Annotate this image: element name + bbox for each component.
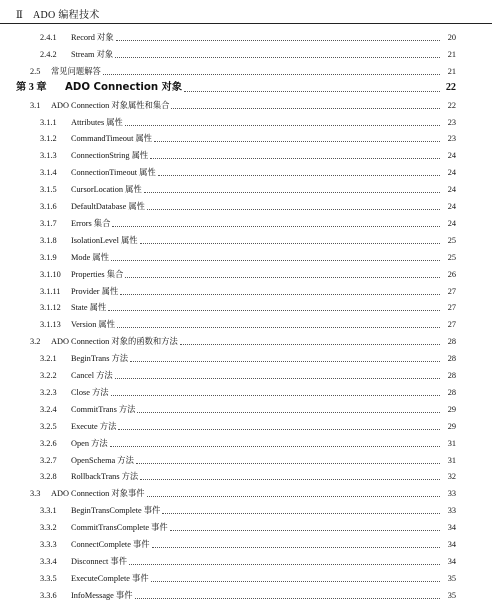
entry-number: 3.1.2: [40, 134, 57, 144]
entry-number: 3.3.1: [40, 506, 57, 516]
entry-title: Cancel 方法: [71, 371, 113, 380]
page-ref: 35: [447, 573, 456, 583]
entry-title: IsolationLevel 属性: [71, 235, 138, 245]
entry-title: 常见问题解答: [51, 66, 101, 76]
entry-number: 3.1.7: [40, 218, 57, 228]
page-ref: 31: [447, 438, 456, 448]
entry-number: 3.1.5: [40, 185, 57, 195]
entry-title: CursorLocation 属性: [71, 185, 142, 195]
entry-title: ExecuteComplete 事件: [71, 573, 149, 583]
subsection-entry: [0, 555, 492, 569]
page-ref: 22: [447, 100, 456, 110]
page-ref: 21: [447, 49, 456, 59]
running-header: [0, 0, 492, 22]
subsection-entry: [0, 386, 492, 400]
subsection-entry: [0, 285, 492, 299]
subsection-entry: [0, 31, 492, 45]
dot-leader: [150, 158, 440, 159]
page-ref: 34: [447, 556, 456, 566]
dot-leader: [112, 226, 440, 227]
subsection-entry: [0, 454, 492, 468]
subsection-entry: [0, 132, 492, 146]
entry-number: 2.4.2: [40, 49, 57, 59]
subsection-entry: [0, 268, 492, 282]
dot-leader: [125, 277, 440, 278]
entry-title: ADO Connection 对象属性和集合: [51, 100, 170, 110]
page-ref: 24: [447, 168, 456, 178]
entry-title: CommitTransComplete 事件: [71, 523, 168, 533]
entry-number: 3.3.6: [40, 590, 57, 600]
dot-leader: [115, 57, 440, 58]
subsection-entry: [0, 116, 492, 130]
entry-title: Mode 属性: [71, 252, 110, 262]
entry-number: 3.1.10: [40, 269, 61, 279]
page-ref: 22: [445, 81, 456, 93]
page-ref: 34: [447, 523, 456, 533]
subsection-entry: [0, 521, 492, 535]
subsection-entry: [0, 217, 492, 231]
entry-number: 3.1.1: [40, 117, 57, 127]
subsection-entry: [0, 352, 492, 366]
entry-number: 3.1.6: [40, 202, 57, 211]
entry-number: 3.1.11: [40, 286, 61, 296]
dot-leader: [115, 378, 440, 379]
page-ref: 28: [447, 371, 456, 380]
entry-title: Errors 集合: [71, 218, 111, 228]
entry-number: 3.2: [30, 337, 41, 347]
book-title: ADO 编程技术: [33, 10, 100, 21]
subsection-entry: [0, 403, 492, 417]
entry-title: ADO Connection 对象事件: [51, 489, 145, 499]
subsection-entry: [0, 470, 492, 484]
dot-leader: [147, 496, 440, 497]
dot-leader: [162, 513, 440, 514]
page-ref: 29: [447, 421, 456, 431]
entry-title: Record 对象: [71, 33, 114, 42]
subsection-entry: [0, 572, 492, 586]
section-entry: [0, 65, 492, 79]
dot-leader: [170, 530, 440, 531]
dot-leader: [103, 74, 440, 75]
entry-title: Open 方法: [71, 438, 108, 448]
entry-title: Version 属性: [71, 320, 116, 330]
page-ref: 26: [447, 269, 456, 279]
entry-title: OpenSchema 方法: [71, 455, 134, 465]
section-entry: [0, 335, 492, 349]
page-ref: 20: [447, 33, 456, 42]
entry-number: 3.1.4: [40, 168, 57, 178]
entry-number: 3.1.8: [40, 235, 57, 245]
subsection-entry: [0, 200, 492, 214]
entry-title: DefaultDatabase 属性: [71, 202, 145, 211]
entry-title: ConnectionString 属性: [71, 151, 149, 161]
section-entry: [0, 99, 492, 113]
entry-number: 3.1.13: [40, 320, 61, 330]
entry-title: CommandTimeout 属性: [71, 134, 153, 144]
page-ref: 27: [447, 320, 456, 330]
dot-leader: [144, 192, 440, 193]
entry-number: 3.1.3: [40, 151, 57, 161]
subsection-entry: [0, 504, 492, 518]
page-ref: 31: [447, 455, 456, 465]
subsection-entry: [0, 251, 492, 265]
page-ref: 23: [447, 134, 456, 144]
subsection-entry: [0, 149, 492, 163]
page-ref: 33: [447, 506, 456, 516]
dot-leader: [108, 310, 440, 311]
page-ref: 28: [447, 387, 456, 397]
entry-title: State 属性: [71, 303, 107, 313]
entry-number: 第 3 章: [16, 81, 47, 93]
page-ref: 25: [447, 235, 456, 245]
subsection-entry: [0, 589, 492, 603]
section-entry: [0, 487, 492, 501]
page-ref: 24: [447, 218, 456, 228]
page-ref: 24: [447, 202, 456, 211]
subsection-entry: [0, 538, 492, 552]
dot-leader: [118, 429, 440, 430]
entry-number: 3.1: [30, 100, 41, 110]
page-number: Ⅱ: [16, 10, 23, 21]
page-ref: 34: [447, 540, 456, 549]
entry-number: 3.2.6: [40, 438, 57, 448]
entry-number: 3.2.2: [40, 371, 57, 380]
dot-leader: [136, 463, 440, 464]
entry-number: 3.1.9: [40, 252, 57, 262]
entry-number: 3.2.1: [40, 354, 57, 364]
page-ref: 27: [447, 303, 456, 313]
dot-leader: [120, 294, 440, 295]
subsection-entry: [0, 166, 492, 180]
dot-leader: [158, 175, 440, 176]
dot-leader: [135, 598, 440, 599]
dot-leader: [129, 564, 440, 565]
entry-title: ADO Connection 对象: [65, 81, 183, 93]
subsection-entry: [0, 318, 492, 332]
entry-number: 2.4.1: [40, 33, 57, 42]
subsection-entry: [0, 369, 492, 383]
dot-leader: [140, 243, 440, 244]
dot-leader: [111, 395, 440, 396]
page-ref: 27: [447, 286, 456, 296]
entry-title: ConnectComplete 事件: [71, 540, 150, 549]
chapter-entry: [0, 80, 492, 96]
entry-number: 3.3.5: [40, 573, 57, 583]
entry-title: Stream 对象: [71, 49, 114, 59]
subsection-entry: [0, 301, 492, 315]
dot-leader: [184, 91, 440, 92]
page-ref: 35: [447, 590, 456, 600]
entry-title: BeginTransComplete 事件: [71, 506, 161, 516]
dot-leader: [110, 446, 440, 447]
entry-title: CommitTrans 方法: [71, 404, 136, 414]
page-ref: 21: [447, 66, 456, 76]
subsection-entry: [0, 234, 492, 248]
entry-number: 3.2.5: [40, 421, 57, 431]
page-ref: 24: [447, 185, 456, 195]
entry-title: RollbackTrans 方法: [71, 472, 139, 482]
dot-leader: [154, 141, 440, 142]
subsection-entry: [0, 420, 492, 434]
dot-leader: [130, 361, 440, 362]
entry-number: 3.3.2: [40, 523, 57, 533]
entry-number: 2.5: [30, 66, 41, 76]
dot-leader: [171, 108, 440, 109]
header-rule: [0, 23, 492, 24]
entry-title: ADO Connection 对象的函数和方法: [51, 337, 178, 347]
dot-leader: [180, 344, 440, 345]
entry-number: 3.3: [30, 489, 41, 499]
page-ref: 28: [447, 354, 456, 364]
entry-number: 3.2.3: [40, 387, 57, 397]
page-ref: 25: [447, 252, 456, 262]
dot-leader: [152, 547, 440, 548]
entry-title: Provider 属性: [71, 286, 119, 296]
entry-number: 3.2.4: [40, 404, 57, 414]
page-ref: 28: [447, 337, 456, 347]
entry-number: 3.3.4: [40, 556, 57, 566]
subsection-entry: [0, 183, 492, 197]
page-ref: 32: [447, 472, 456, 482]
dot-leader: [111, 260, 440, 261]
entry-title: InfoMessage 事件: [71, 590, 133, 600]
entry-title: BeginTrans 方法: [71, 354, 129, 364]
dot-leader: [137, 412, 440, 413]
page-ref: 24: [447, 151, 456, 161]
entry-number: 3.1.12: [40, 303, 61, 313]
page-ref: 33: [447, 489, 456, 499]
page-ref: 23: [447, 117, 456, 127]
dot-leader: [125, 125, 440, 126]
entry-number: 3.3.3: [40, 540, 57, 549]
entry-number: 3.2.7: [40, 455, 57, 465]
entry-title: ConnectionTimeout 属性: [71, 168, 156, 178]
dot-leader: [147, 209, 440, 210]
entry-title: Disconnect 事件: [71, 556, 127, 566]
dot-leader: [116, 40, 440, 41]
entry-title: Properties 集合: [71, 269, 124, 279]
dot-leader: [117, 327, 440, 328]
entry-title: Attributes 属性: [71, 117, 123, 127]
dot-leader: [140, 479, 440, 480]
subsection-entry: [0, 437, 492, 451]
subsection-entry: [0, 48, 492, 62]
entry-title: Execute 方法: [71, 421, 117, 431]
page-ref: 29: [447, 404, 456, 414]
entry-number: 3.2.8: [40, 472, 57, 482]
dot-leader: [151, 581, 440, 582]
entry-title: Close 方法: [71, 387, 109, 397]
